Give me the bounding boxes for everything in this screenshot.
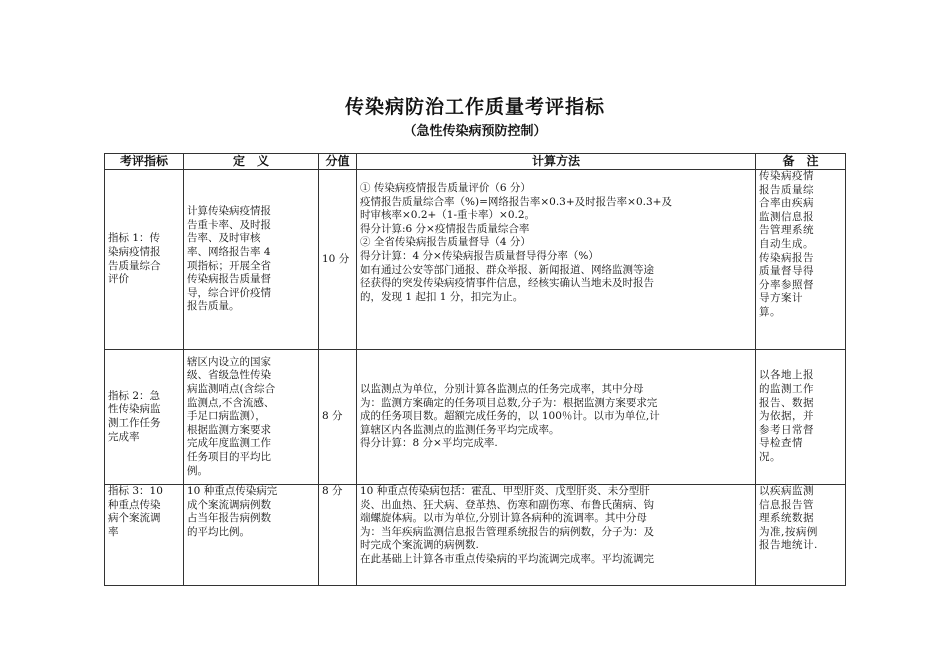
- method-cell: [357, 350, 756, 485]
- method-cell: [357, 485, 756, 586]
- indicator-line: 告质量综合: [108, 259, 161, 272]
- document-subtitle: （急性传染病预防控制）: [403, 124, 547, 139]
- method-line: 算辖区内各监测点的监测任务平均完成率。: [360, 423, 560, 436]
- remark-line: 算。: [759, 305, 781, 318]
- method-line: ① 传染病疫情报告质量评价（6 分）: [360, 182, 531, 194]
- method-line: 时完成个案流调的病例数.: [360, 539, 479, 552]
- method-line: 得分计算：8 分×平均完成率.: [360, 437, 498, 450]
- definition-line: 手足口病监测），: [187, 410, 266, 423]
- indicator-line: 染病疫情报: [108, 245, 161, 258]
- header-score: 分值: [319, 154, 357, 170]
- remark-line: 的监测工作: [759, 383, 814, 396]
- remark-line: 为依据，并: [759, 410, 814, 423]
- remark-line: 以疾病监测: [759, 485, 814, 497]
- remark-line: 合率由疾病: [759, 197, 814, 210]
- indicator-line: 种重点传染: [108, 498, 161, 511]
- remark-cell: [756, 350, 846, 485]
- method-line: 的，发现 1 起扣 1 分，扣完为止。: [360, 290, 524, 303]
- method-line: 得分计算：4 分×传染病报告质量督导得分率（%）: [360, 249, 599, 262]
- definition-cell: [184, 170, 319, 350]
- document-title: 传染病防治工作质量考评指标: [344, 96, 605, 118]
- remark-line: 监测信息报: [759, 210, 814, 223]
- definition-line: 例。: [187, 464, 208, 477]
- table-row: [105, 485, 846, 586]
- score-cell: 10 分: [319, 170, 357, 350]
- indicator-line: 病个案流调: [108, 512, 161, 525]
- remark-line: 以各地上报: [759, 369, 814, 382]
- remark-line: 告管理系统: [759, 224, 814, 237]
- table-row: [105, 170, 846, 350]
- remark-line: 导方案计: [759, 292, 803, 305]
- indicator-cell: [105, 170, 184, 350]
- definition-line: 病监测哨点(含综合: [187, 383, 276, 396]
- definition-line: 辖区内设立的国家: [187, 355, 271, 368]
- definition-line: 任务项目的平均比: [187, 450, 271, 463]
- table-row: [105, 350, 846, 485]
- definition-line: 根据监测方案要求: [187, 423, 271, 436]
- indicator-line: 率: [108, 525, 119, 538]
- remark-cell: [756, 485, 846, 586]
- remark-line: 理系统数据: [759, 512, 814, 525]
- definition-line: 完成年度监测工作: [187, 437, 271, 450]
- definition-cell: [184, 350, 319, 485]
- header-method: 计算方法: [357, 154, 756, 170]
- indicator-cell: [105, 485, 184, 586]
- definition-line: 导，综合评价疫情: [187, 286, 271, 299]
- header-definition: 定 义: [184, 154, 319, 170]
- method-line: 时审核率×0.2+（1-重卡率）×0.2。: [360, 209, 536, 222]
- definition-line: 项指标；开展全省: [187, 259, 271, 272]
- method-line: 为：当年疾病监测信息报告管理系统报告的病例数，分子为：及: [360, 525, 654, 538]
- method-line: 成的任务项目数。超额完成任务的，以 100％计。以市为单位,计: [360, 410, 660, 423]
- definition-line: 级、省级急性传染: [187, 369, 271, 382]
- method-line: 在此基础上计算各市重点传染病的平均流调完成率。平均流调完: [360, 552, 654, 565]
- indicator-line: 性传染病监: [108, 403, 161, 416]
- remark-line: 参考日常督: [759, 423, 814, 436]
- remark-line: 信息报告管: [759, 498, 814, 511]
- definition-line: 告率、及时审核: [187, 232, 261, 245]
- indicator-line: 指标 1：传: [108, 232, 161, 245]
- remark-line: 自动生成。: [759, 237, 814, 250]
- definition-line: 成个案流调病例数: [187, 498, 271, 511]
- remark-line: 导检查情: [759, 437, 803, 450]
- method-cell: [357, 170, 756, 350]
- method-line: 为：监测方案确定的任务项目总数,分子为：根据监测方案要求完: [360, 396, 658, 409]
- method-line: 炎、出血热、狂犬病、登革热、伤寒和副伤寒、布鲁氏菌病、钩: [360, 498, 654, 511]
- method-line: 疫情报告质量综合率（%)=网络报告率×0.3+及时报告率×0.3+及: [360, 195, 672, 208]
- remark-line: 分率参照督: [759, 278, 814, 291]
- indicator-line: 评价: [108, 273, 129, 286]
- evaluation-table: [104, 153, 846, 586]
- indicator-line: 指标 3：10: [108, 485, 163, 497]
- definition-line: 占当年报告病例数: [187, 512, 271, 525]
- remark-line: 传染病报告: [759, 251, 814, 264]
- definition-cell: [184, 485, 319, 586]
- remark-line: 报告、数据: [759, 396, 814, 409]
- method-line: 如有通过公安等部门通报、群众举报、新闻报道、网络监测等途: [360, 263, 654, 276]
- remark-cell: [756, 170, 846, 350]
- definition-line: 计算传染病疫情报: [187, 205, 271, 218]
- remark-line: 传染病疫情: [759, 170, 814, 182]
- remark-line: 报告质量综: [759, 183, 814, 196]
- remark-line: 报告地统计.: [759, 539, 818, 552]
- score-cell: 8 分: [319, 485, 357, 586]
- indicator-line: 测工作任务: [108, 417, 161, 429]
- header-indicator: 考评指标: [105, 154, 184, 170]
- definition-line: 10 种重点传染病完: [187, 485, 278, 497]
- definition-line: 监测点,不含流感、: [187, 396, 275, 409]
- indicator-line: 指标 2：急: [108, 389, 161, 402]
- definition-line: 率、网络报告率 4: [187, 245, 271, 258]
- header-remark: 备 注: [756, 154, 846, 170]
- table-header-row: [105, 154, 846, 170]
- method-line: ② 全省传染病报告质量督导（4 分）: [360, 236, 531, 249]
- remark-line: 为准,按病例: [759, 525, 818, 538]
- method-line: 10 种重点传染病包括：霍乱、甲型肝炎、戊型肝炎、未分型肝: [360, 485, 650, 497]
- method-line: 以监测点为单位，分别计算各监测点的任务完成率，其中分母: [360, 383, 644, 396]
- definition-line: 传染病报告质量督: [187, 273, 271, 286]
- score-cell: 8 分: [319, 350, 357, 485]
- indicator-line: 完成率: [108, 430, 140, 443]
- remark-line: 况。: [759, 450, 781, 463]
- indicator-cell: [105, 350, 184, 485]
- definition-line: 告重卡率、及时报: [187, 218, 271, 231]
- definition-line: 报告质量。: [187, 300, 240, 313]
- method-line: 端螺旋体病。以市为单位,分别计算各病种的流调率。其中分母: [360, 512, 647, 525]
- definition-line: 的平均比例。: [187, 525, 250, 538]
- method-line: 得分计算:6 分×疫情报告质量综合率: [360, 222, 530, 235]
- remark-line: 质量督导得: [759, 265, 814, 278]
- method-line: 径获得的突发传染病疫情事件信息，经核实确认当地未及时报告: [360, 277, 654, 290]
